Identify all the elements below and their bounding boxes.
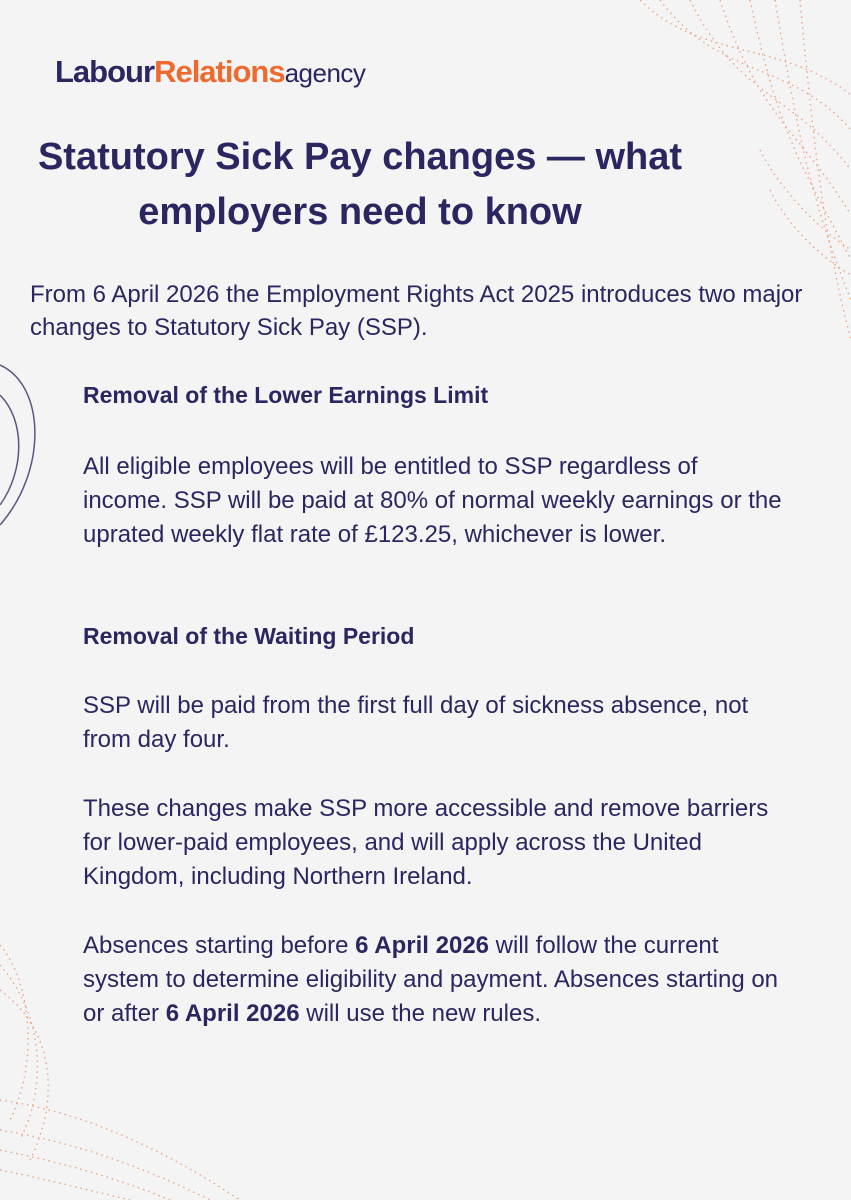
absences-date-2: 6 April 2026	[165, 1000, 300, 1027]
summary-paragraph: These changes make SSP more accessible and remove barriers for lower-paid employees, and will apply across the United Kingdom, including Northern Ireland.	[83, 795, 769, 890]
section-body-lower-earnings-limit: All eligible employees will be entitled to SSP regardless of income. SSP will be paid at 80% of normal weekly earnings or the uprated weekly flat rate of £123.25, whichever is lower.	[83, 453, 782, 548]
absences-text-1: Absences starting before	[83, 932, 356, 959]
section-heading-waiting-period: Removal of the Waiting Period	[83, 623, 415, 649]
page-title: Statutory Sick Pay changes — what employers need to know	[37, 136, 683, 233]
left-arc-lines	[0, 365, 35, 525]
logo-word-labour: Labour	[55, 54, 155, 89]
intro-paragraph: From 6 April 2026 the Employment Rights Act 2025 introduces two major changes to Statutory Sick Pay (SSP).	[30, 281, 803, 341]
logo-word-relations: Relations	[154, 54, 285, 89]
labour-relations-agency-logo	[55, 52, 365, 93]
logo-word-agency: agency	[284, 58, 366, 88]
absences-paragraph	[83, 929, 783, 1031]
section-body-waiting-period: SSP will be paid from the first full day of sickness absence, not from day four.	[83, 692, 749, 753]
absences-text-3: will use the new rules.	[299, 1000, 542, 1027]
absences-text-2: will follow the current system to determine eligibility and payment. Absences starting on or after	[83, 932, 779, 1027]
absences-date-1: 6 April 2026	[355, 932, 490, 959]
section-heading-lower-earnings-limit: Removal of the Lower Earnings Limit	[83, 382, 489, 408]
